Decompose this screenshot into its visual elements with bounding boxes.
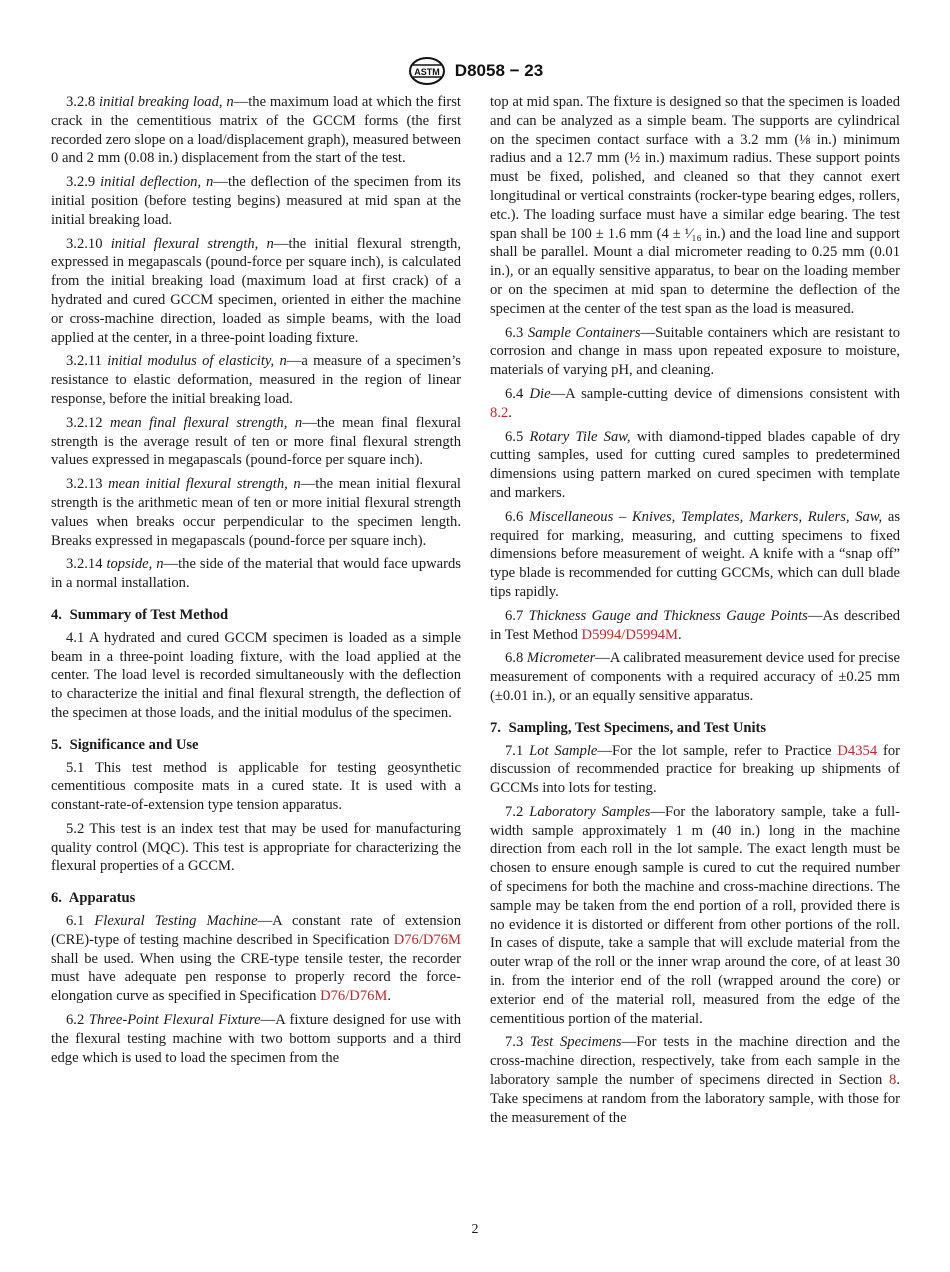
document-designation: D8058 − 23: [454, 61, 544, 80]
paragraph-5-1: 5.1 This test method is applicable for testing geosynthetic cementitious composite mats in a cured state. It is used with a constant-rate-of-extension type tension apparatus.: [51, 759, 461, 814]
paragraph-6-5: 6.5 Rotary Tile Saw, with diamond-tipped blades capable of dry cutting samples, used for cutting cured samples to predetermined dimensions using pattern marked on cured specimen with template and markers.: [490, 428, 900, 501]
left-column: [51, 93, 461, 1072]
definition-3-2-14: 3.2.14 topside, n—the side of the material that would face upwards in a normal installation.: [51, 556, 461, 592]
section-heading-4: 4. Summary of Test Method: [51, 606, 229, 623]
link-d76-2[interactable]: D76/D76M: [320, 988, 388, 1005]
paragraph-4-1: 4.1 A hydrated and cured GCCM specimen is loaded as a simple beam in a three-point loading fixture, with the load applied at the center. The load level is recorded simultaneously with the deflection to characterize the initial and final flexural strength, the deflection of the specimen at those loads, and the initial modulus of the specimen.: [51, 629, 462, 721]
paragraph-6-3: 6.3 Sample Containers—Suitable containers which are resistant to corrosion and change in mass upon repeated exposure to moisture, materials of varying pH, and cleaning.: [490, 324, 901, 379]
paragraph-6-7: 6.7 Thickness Gauge and Thickness Gauge Points—As described in Test Method D5994/D5994M.: [490, 607, 900, 643]
paragraph-6-6: 6.6 Miscellaneous – Knives, Templates, Markers, Rulers, Saw, as required for marking, measuring, and cutting specimens to fixed dimensions before measurement of weight. A knife with a “snap off” type blade is recommended for cutting GCCMs, which can dull blade tips rapidly.: [490, 508, 900, 600]
link-d5994[interactable]: D5994/D5994M: [581, 626, 679, 643]
definition-3-2-8: 3.2.8 initial breaking load, n—the maximum load at which the first crack in the cementitious matrix of the GCCM forms (the first recorded zero slope on a load/displacement graph), measured between 0 and 2 mm (0.08 in.) displacement from the start of the test.: [51, 94, 461, 167]
link-section-8-2[interactable]: 8.2: [490, 404, 509, 421]
paragraph-7-1: 7.1 Lot Sample—For the lot sample, refer to Practice D4354 for discussion of recommended practice for breaking up shipments of GCCMs into lots for testing.: [490, 742, 900, 797]
link-d4354[interactable]: D4354: [837, 742, 878, 759]
definition-3-2-13: 3.2.13 mean initial flexural strength, n—the mean initial flexural strength is the arithmetic mean of ten or more initial flexural strength values when breaks occur perpendicular to the specimen length. Breaks expressed in megapascals (pound-force per square inch).: [51, 476, 461, 549]
page-number: 2: [471, 1222, 479, 1237]
paragraph-5-2: 5.2 This test is an index test that may be used for manufacturing quality control (MQC). This test is appropriate for characterizing the flexural properties of a GCCM.: [51, 820, 461, 875]
definition-3-2-10: 3.2.10 initial flexural strength, n—the initial flexural strength, expressed in megapascals (pound-force per square inch), is calculated from the initial breaking load (maximum load at first crack) of a hydrated and cured GCCM specimen, oriented in either the machine or cross-machine direction, loaded as simple beams, with the load applied at the center, in a three-point loading fixture.: [51, 235, 461, 346]
definition-3-2-12: 3.2.12 mean final flexural strength, n—the mean final flexural strength is the average result of ten or more final flexural strength values expressed in megapascals (pound-force per square inch).: [51, 414, 462, 469]
section-heading-5: 5. Significance and Use: [51, 736, 199, 753]
paragraph-6-2-continued: top at mid span. The fixture is designed so that the specimen is loaded and can be analyzed as a simple beam. The supports are cylindrical on the specimen contact surface with a 3.2 mm (⅛ in.) minimum radius and a 12.7 mm (½ in.) maximum radius. These support points must be fixed, polished, and cleaned so that they cannot exert longitudinal or vertical constraints (rocker-type bearing edges, rollers, etc.). The loading surface must have a similar edge bearing. The test span shall be 100 ± 1.6 mm (4 ± ¹⁄₁₆ in.) and the load line and support shall be parallel. Mount a dial micrometer reading to 0.25 mm (0.01 in.), or an equally sensitive apparatus, to bear on the loading member or on the specimen at mid span to determine the deflection of the specimen at the center of the test span as the load is measured.: [490, 94, 900, 317]
paragraph-7-2: 7.2 Laboratory Samples—For the laboratory sample, take a full-width sample approximately 1 m (40 in.) long in the machine direction from each roll in the lot sample. The exact length must be chosen to ensure enough sample is cured to cut the required number of specimens for both the machine and cross-machine directions. The sample may be taken from the end portion of a roll, provided there is no evidence it is distorted or different from other portions of the roll. In cases of dispute, take a sample that will exclude material from the outer wrap of the roll or the inner wrap around the core, of at least 30 in. from the interior end of the roll (wrapped around the core) or exterior end of the material roll, measured from the edge of the cementitious portion of the material.: [490, 803, 901, 1027]
right-column: [490, 93, 900, 1132]
paragraph-7-3: 7.3 Test Specimens—For tests in the machine direction and the cross-machine direction, respectively, take from each sample in the laboratory sample the number of specimens directed in Section 8. Take specimens at random from the laboratory sample, with those for the measurement of the: [490, 1034, 900, 1126]
paragraph-6-4: 6.4 Die—A sample-cutting device of dimensions consistent with 8.2.: [490, 385, 900, 421]
paragraph-6-8: 6.8 Micrometer—A calibrated measurement device used for precise measurement of components with a required accuracy of ±0.25 mm (±0.01 in.), or an equally sensitive apparatus.: [490, 650, 900, 704]
section-heading-6: 6. Apparatus: [51, 890, 136, 907]
svg-text:ASTM: ASTM: [414, 67, 440, 77]
link-section-8[interactable]: 8: [889, 1072, 897, 1089]
paragraph-6-2: 6.2 Three-Point Flexural Fixture—A fixture designed for use with the flexural testing machine with two bottom supports and a third edge which is used to load the specimen from the: [51, 1012, 461, 1066]
astm-logo-icon: [407, 56, 447, 86]
definition-3-2-11: 3.2.11 initial modulus of elasticity, n—a measure of a specimen’s resistance to elastic deformation, measured in the region of linear response, before the initial breaking load.: [51, 353, 461, 407]
section-heading-7: 7. Sampling, Test Specimens, and Test Units: [490, 719, 767, 736]
definition-3-2-9: 3.2.9 initial deflection, n—the deflection of the specimen from its initial position (before testing begins) measured at mid span at the initial breaking load.: [51, 174, 461, 228]
page-header: [0, 56, 950, 86]
link-d76[interactable]: D76/D76M: [393, 931, 461, 948]
paragraph-6-1: 6.1 Flexural Testing Machine—A constant rate of extension (CRE)-type of testing machine described in Specification D76/D76M shall be used. When using the CRE-type tensile tester, the recorder must have adequate pen response to properly record the force-elongation curve as specified in Specification D76/D76M.: [51, 913, 461, 1005]
